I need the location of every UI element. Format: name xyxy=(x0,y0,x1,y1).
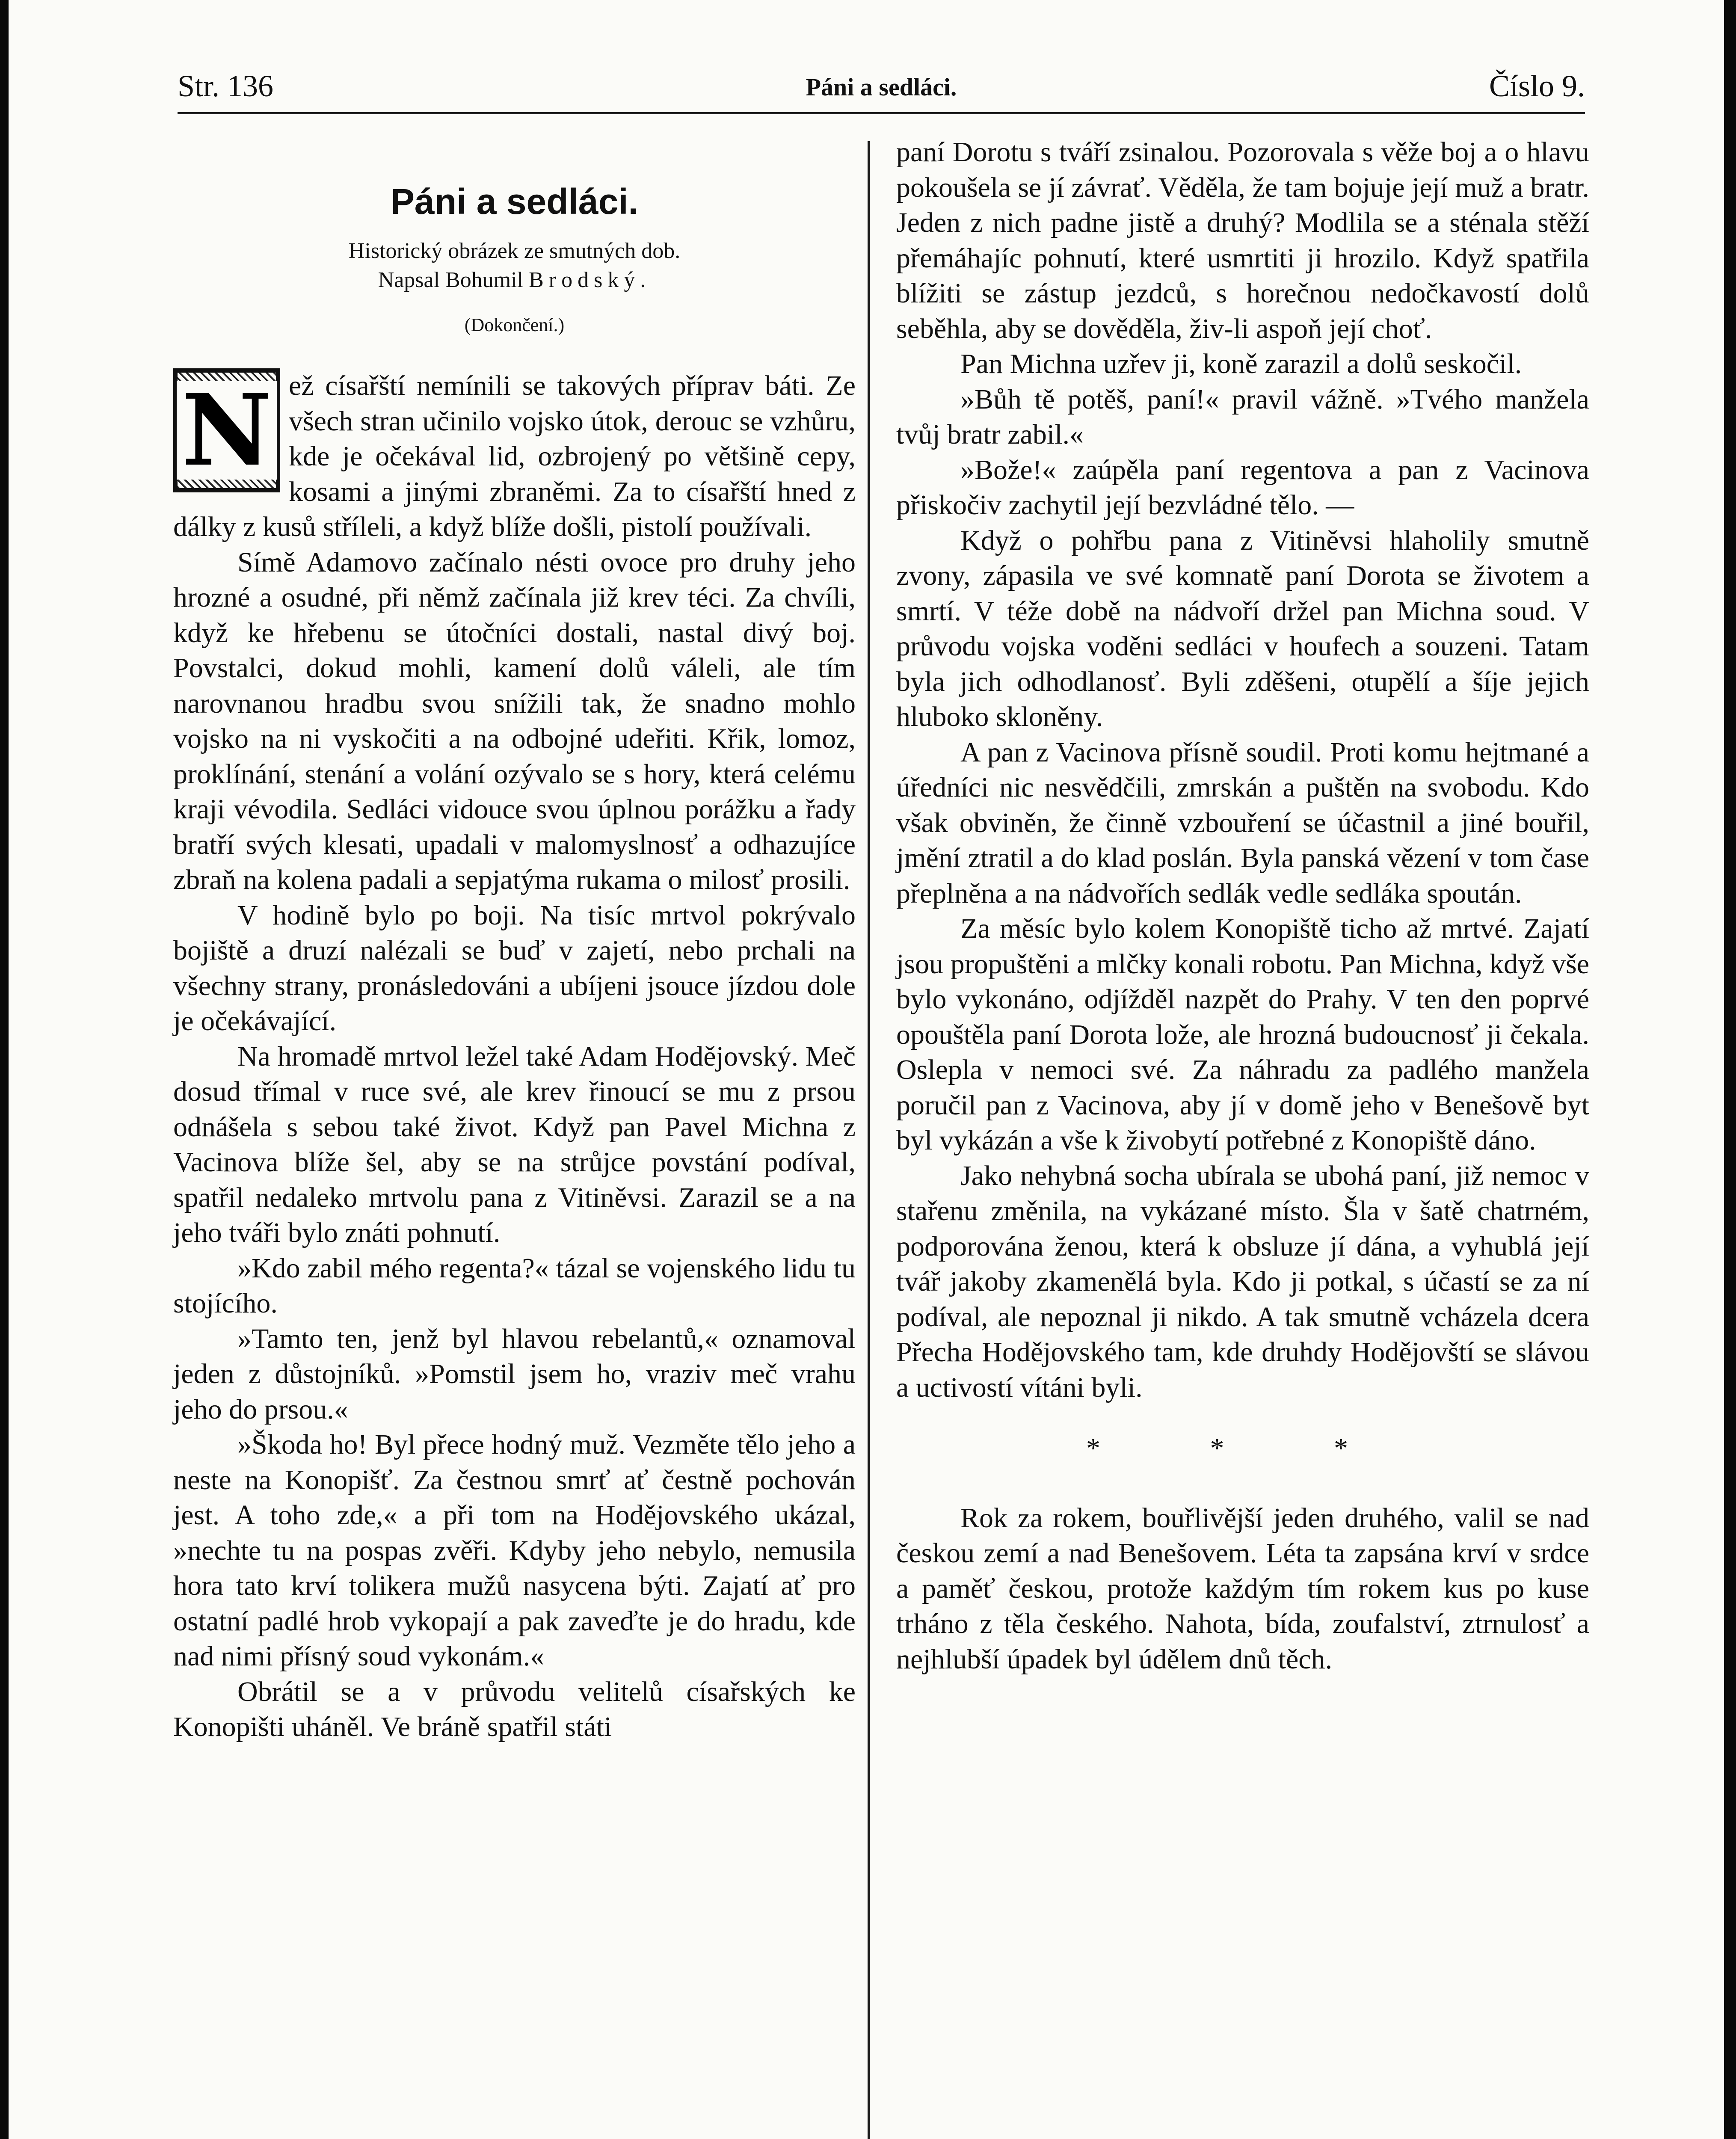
paragraph: »Bože!« zaúpěla paní regentova a pan z Vacinova přiskočiv zachytil její bezvládné tělo. — xyxy=(896,454,1589,521)
closing-paragraph: Rok za rokem, bouřlivější jeden druhého, valil se nad českou zemí a nad Benešovem. Léta ta zapsána krví v srdce a paměť českou, protože každým tím rokem kus po kuse trháno z těla českého. Nahota, bída, zoufalství, ztrnulosť a nejhlubší úpadek byl údělem dnů těch. xyxy=(896,1502,1589,1675)
paragraph: Na hromadě mrtvol ležel také Adam Hodějovský. Meč dosud třímal v ruce své, ale krev řinoucí se mu z prsou odnášela s sebou také život. Když pan Pavel Michna z Vacinova blíže šel, aby se na strůjce povstání podíval, spatřil nedaleko mrtvolu pana z Vitiněvsi. Zarazil se a na jeho tváři bylo znáti pohnutí. xyxy=(173,1040,856,1248)
issue-number: Číslo 9. xyxy=(1489,69,1585,103)
article-subtitle xyxy=(173,237,856,295)
paragraph: ež císařští nemínili se takových příprav báti. Ze všech stran učinilo vojsko útok, derouc se vzhůru, kde je očekával lid, ozbrojený po většině cepy, kosami a jinými zbraněmi. Za to císařští hned z dálky z kusů stříleli, a když blíže došli, pistolí používali. xyxy=(173,370,856,542)
paragraph: Jako nehybná socha ubírala se ubohá paní, již nemoc v stařenu změnila, na vykázané místo. Šla v šatě chatrném, podporována ženou, která k obsluze jí dána, a vyhublá její tvář jakoby zkamenělá byla. Kdo ji potkal, s účastí se za ní podíval, ale nepoznal ji nikdo. A tak smutně vcházela dcera Přecha Hodějovského tam, kde druhdy Hodějovští se slávou a uctivostí vítáni byli. xyxy=(896,1160,1589,1403)
article-byline xyxy=(173,266,856,295)
right-column xyxy=(896,135,1589,1677)
column-divider xyxy=(868,141,870,2139)
paragraph: Símě Adamovo začínalo nésti ovoce pro druhy jeho hrozné a osudné, při němž začínala již krev téci. Za chvíli, když ke hřebenu se útočníci dostali, nastal divý boj. Povstalci, dokud mohli, kamení dolů váleli, ale tím narovnanou hradbu svou snížili tak, že snadno mohlo vojsko na ni vyskočiti a na odbojné udeřiti. Křik, lomoz, proklínání, stenání a volání ozývalo se s hory, která celému kraji vévodila. Sedláci vidouce svou úplnou porážku a řady bratří svých klesati, upadali v malomyslnosť a odhazujíce zbraň na kolena padali a sepjatýma rukama o milosť prosili. xyxy=(173,546,856,895)
page xyxy=(9,0,1724,2139)
article-title: Páni a sedláci. xyxy=(391,181,638,222)
paragraph: paní Dorotu s tváří zsinalou. Pozorovala s věže boj a o hlavu pokoušela se jí závrať. Věděla, že tam bojuje její muž a bratr. Jeden z nich padne jistě a druhý? Modlila se a sténala stěží přemáhajíc pohnutí, které usmrtiti ji hrozilo. Když spatřila blížiti se zástup jezdců, s horečnou nedočkavostí dolů seběhla, aby se dověděla, živ-li aspoň její choť. xyxy=(896,136,1589,344)
paragraph: Obrátil se a v průvodu velitelů císařských ke Konopišti uháněl. Ve bráně spatřil státi xyxy=(173,1676,856,1742)
dropcap-initial xyxy=(173,368,280,492)
running-header xyxy=(178,64,1585,111)
section-separator: * * * xyxy=(1086,1433,1399,1464)
paragraph: Za měsíc bylo kolem Konopiště ticho až mrtvé. Zajatí jsou propuštěni a mlčky konali robotu. Pan Michna, když vše bylo vykonáno, odjížděl nazpět do Prahy. V ten den poprvé opouštěla paní Dorota lože, ale hrozná budoucnosť ji čekala. Oslepla v nemoci své. Za náhradu za padlého manžela poručil pan z Vacinova, aby jí v domě jeho v Benešově byt byl vykázán a vše k živobytí potřebné z Konopiště dáno. xyxy=(896,913,1589,1156)
left-column xyxy=(173,137,856,1745)
running-title: Páni a sedláci. xyxy=(806,73,957,101)
paragraph: V hodině bylo po boji. Na tisíc mrtvol pokrývalo bojiště a druzí nalézali se buď v zajetí, nebo prchali na všechny strany, pronásledováni a ubíjeni jsouce jízdou dole je očekávající. xyxy=(173,899,856,1037)
paragraph: »Škoda ho! Byl přece hodný muž. Vezměte tělo jeho a neste na Konopišť. Za čestnou smrť ať čestně pochován jest. A toho zde,« a při tom na Hodějovského ukázal, »nechte tu na pospas zvěři. Kdyby jeho nebylo, nemusila hora tato krví tolikera mužů nasycena býti. Zajatí ať pro ostatní padlé hrob vykopají a pak zaveďte je do hradu, kde nad nimi přísný soud vykonám.« xyxy=(173,1429,856,1672)
dropcap-letter: N xyxy=(177,381,277,480)
paragraph: »Tamto ten, jenž byl hlavou rebelantů,« oznamoval jeden z důstojníků. »Pomstil jsem ho, vraziv meč vrahu jeho do prsou.« xyxy=(173,1323,856,1425)
article-subtitle-text: Historický obrázek ze smutných dob. xyxy=(348,238,681,263)
paragraph: »Kdo zabil mého regenta?« tázal se vojenského lidu tu stojícího. xyxy=(173,1252,856,1319)
paragraph: Když o pohřbu pana z Vitiněvsi hlaholily smutně zvony, zápasila ve své komnatě paní Dorota se životem a smrtí. V téže době na nádvoří držel pan Michna soud. V průvodu vojska voděni sedláci v houfech a souzeni. Tatam byla jich odhodlanosť. Byli zděšeni, otupělí a šíje jejich hluboko skloněny. xyxy=(896,524,1589,732)
continued-note: (Dokončení.) xyxy=(464,314,565,335)
paragraph: Pan Michna uzřev ji, koně zarazil a dolů seskočil. xyxy=(960,348,1522,379)
page-number: Str. 136 xyxy=(178,69,274,103)
byline-prefix: Napsal Bohumil xyxy=(378,267,524,292)
paragraph: »Bůh tě potěš, paní!« pravil vážně. »Tvého manžela tvůj bratr zabil.« xyxy=(896,383,1589,450)
author-name: Brodský. xyxy=(529,267,651,292)
header-rule xyxy=(178,112,1585,114)
paragraph: A pan z Vacinova přísně soudil. Proti komu hejtmané a úředníci nic nesvědčili, zmrskán a puštěn na svobodu. Kdo však obviněn, že činně vzbouření se účastnil a jiné bouřil, jmění ztratil a do klad poslán. Byla panská vězení v tom čase přeplněna a na nádvořích sedlák vedle sedláka spoután. xyxy=(896,736,1589,909)
